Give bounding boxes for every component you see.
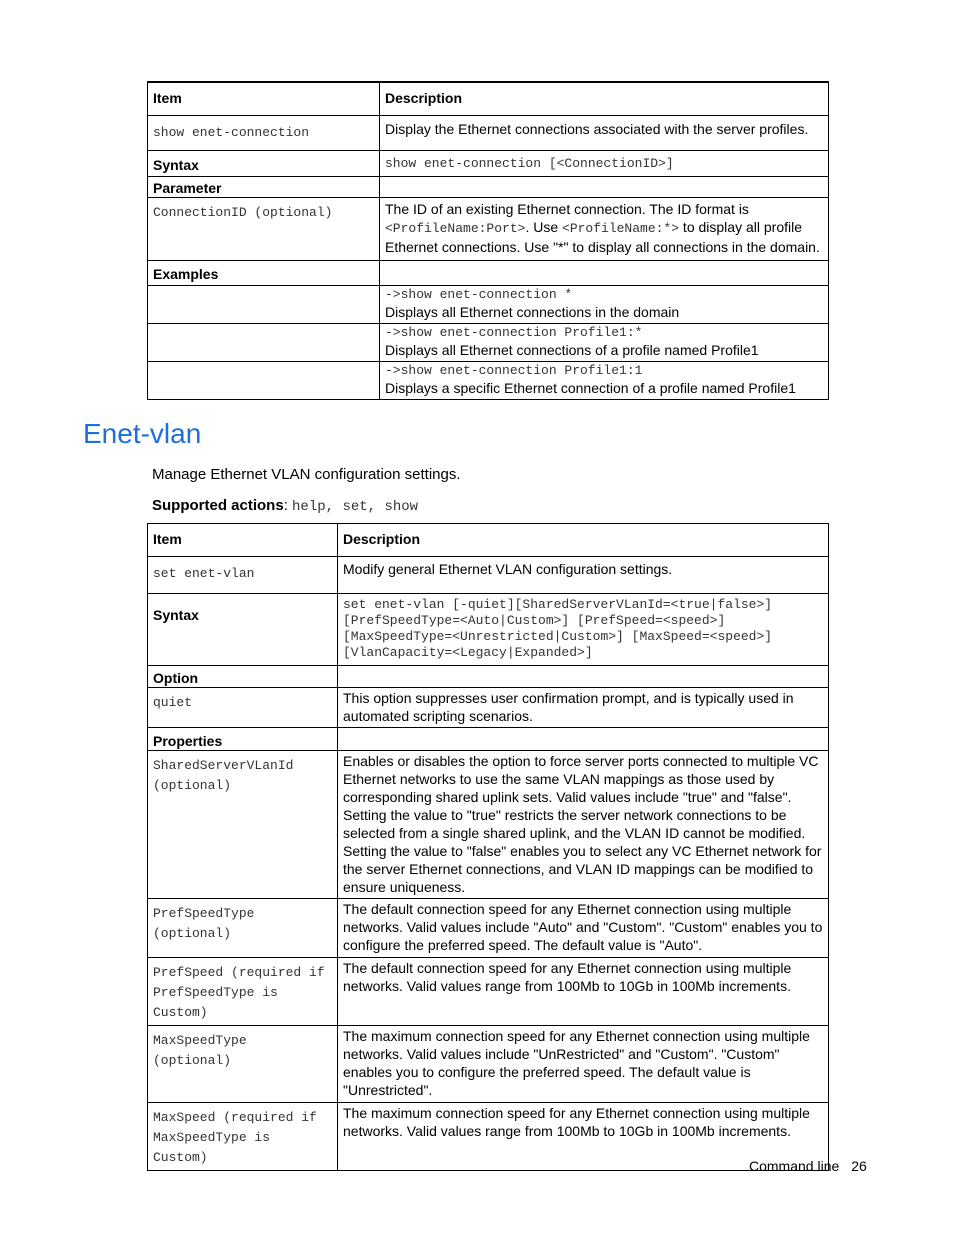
command-description: Modify general Ethernet VLAN configuration settings. <box>338 557 829 594</box>
command-description: Display the Ethernet connections associated with the server profiles. <box>380 116 829 151</box>
syntax-value: show enet-connection [<ConnectionID>] <box>385 156 674 171</box>
option-description: This option suppresses user confirmation prompt, and is typically used in automated scripting scenarios. <box>338 688 829 728</box>
table-row <box>148 151 829 177</box>
example-row <box>148 286 829 324</box>
syntax-value: set enet-vlan [-quiet][SharedServerVLanId=<true|false>] [PrefSpeedType=<Auto|Custom>] [PrefSpeed=<speed>] [MaxSpeedType=<Unrestricted|Custom>] [MaxSpeed=<speed>] [VlanCapacity=<Legacy|Expanded>] <box>338 594 829 666</box>
footer-label: Command line <box>749 1158 840 1174</box>
header-description: Description <box>380 82 829 116</box>
property-row <box>148 899 829 958</box>
examples-label: Examples <box>148 261 380 286</box>
properties-label: Properties <box>148 728 338 751</box>
header-description: Description <box>338 524 829 557</box>
example-description: Displays all Ethernet connections of a profile named Profile1 <box>385 342 759 358</box>
table-row <box>148 116 829 151</box>
example-command: ->show enet-connection Profile1:1 <box>385 363 643 378</box>
section-title: Enet-vlan <box>83 418 202 449</box>
page-number: 26 <box>851 1158 867 1174</box>
header-item: Item <box>148 82 380 116</box>
property-name: MaxSpeed (required if MaxSpeedType is Custom) <box>153 1110 317 1165</box>
property-description: Enables or disables the option to force server ports connected to multiple VC Ethernet networks to use the same VLAN mappings as those used by corresponding shared uplink sets. Valid values include "true" and "false". Setting the value to "true" restricts the server network connections to be selected from a single shared uplink, and the VLAN ID cannot be modified. Setting the value to "false" enables you to select any VC Ethernet network for the server Ethernet connections, and VLAN ID mappings can be modified to ensure uniqueness. <box>338 751 829 899</box>
property-description: The maximum connection speed for any Ethernet connection using multiple networks. Valid values include "UnRestricted" and "Custom". "Custom" enables you to configure the preferred speed. The default value is "Unrestricted". <box>338 1026 829 1103</box>
property-row <box>148 958 829 1026</box>
table-row <box>148 594 829 666</box>
option-name: quiet <box>153 695 193 710</box>
table-row <box>148 688 829 728</box>
supported-actions: Supported actions: help, set, show <box>152 497 419 515</box>
header-item: Item <box>148 524 338 557</box>
property-name: SharedServerVLanId (optional) <box>153 758 294 793</box>
command-name: show enet-connection <box>153 125 310 140</box>
example-description: Displays a specific Ethernet connection of a profile named Profile1 <box>385 380 796 396</box>
syntax-label: Syntax <box>148 151 380 177</box>
page-footer <box>749 1158 867 1174</box>
example-row <box>148 362 829 400</box>
table-row <box>148 728 829 751</box>
property-description: The maximum connection speed for any Ethernet connection using multiple networks. Valid values range from 100Mb to 10Gb in 100Mb increments. <box>338 1103 829 1171</box>
property-name: PrefSpeedType (optional) <box>153 906 255 941</box>
example-command: ->show enet-connection Profile1:* <box>385 325 643 340</box>
property-name: MaxSpeedType (optional) <box>153 1033 247 1068</box>
table-header-row <box>148 82 829 116</box>
property-row <box>148 1103 829 1171</box>
table-row <box>148 198 829 261</box>
property-description: The default connection speed for any Ethernet connection using multiple networks. Valid values include "Auto" and "Custom". "Custom" enables you to configure the preferred speed. The default value is "Auto". <box>338 899 829 958</box>
section-intro: Manage Ethernet VLAN configuration settings. <box>152 466 461 483</box>
example-description: Displays all Ethernet connections in the domain <box>385 304 680 320</box>
option-label: Option <box>148 666 338 688</box>
command-name: set enet-vlan <box>153 566 255 581</box>
example-row <box>148 324 829 362</box>
table-row <box>148 666 829 688</box>
table-row <box>148 261 829 286</box>
property-description: The default connection speed for any Ethernet connection using multiple networks. Valid values range from 100Mb to 10Gb in 100Mb increments. <box>338 958 829 1026</box>
property-row <box>148 1026 829 1103</box>
property-row <box>148 751 829 899</box>
table-header-row <box>148 524 829 557</box>
parameter-name: ConnectionID (optional) <box>153 205 333 220</box>
vlan-table <box>147 523 829 1171</box>
property-name: PrefSpeed (required if PrefSpeedType is Custom) <box>153 965 325 1020</box>
syntax-label: Syntax <box>148 594 338 666</box>
example-command: ->show enet-connection * <box>385 287 573 302</box>
supported-actions-label: Supported actions <box>152 497 284 514</box>
parameter-description: The ID of an existing Ethernet connection. The ID format is <ProfileName:Port>. Use <ProfileName:*> to display all profile Ethernet connections. Use "*" to display all connections in the domain. <box>380 198 829 261</box>
supported-actions-value: help, set, show <box>292 499 419 515</box>
table-row <box>148 557 829 594</box>
parameter-label: Parameter <box>148 177 380 198</box>
table-row <box>148 177 829 198</box>
connection-table <box>147 81 829 400</box>
